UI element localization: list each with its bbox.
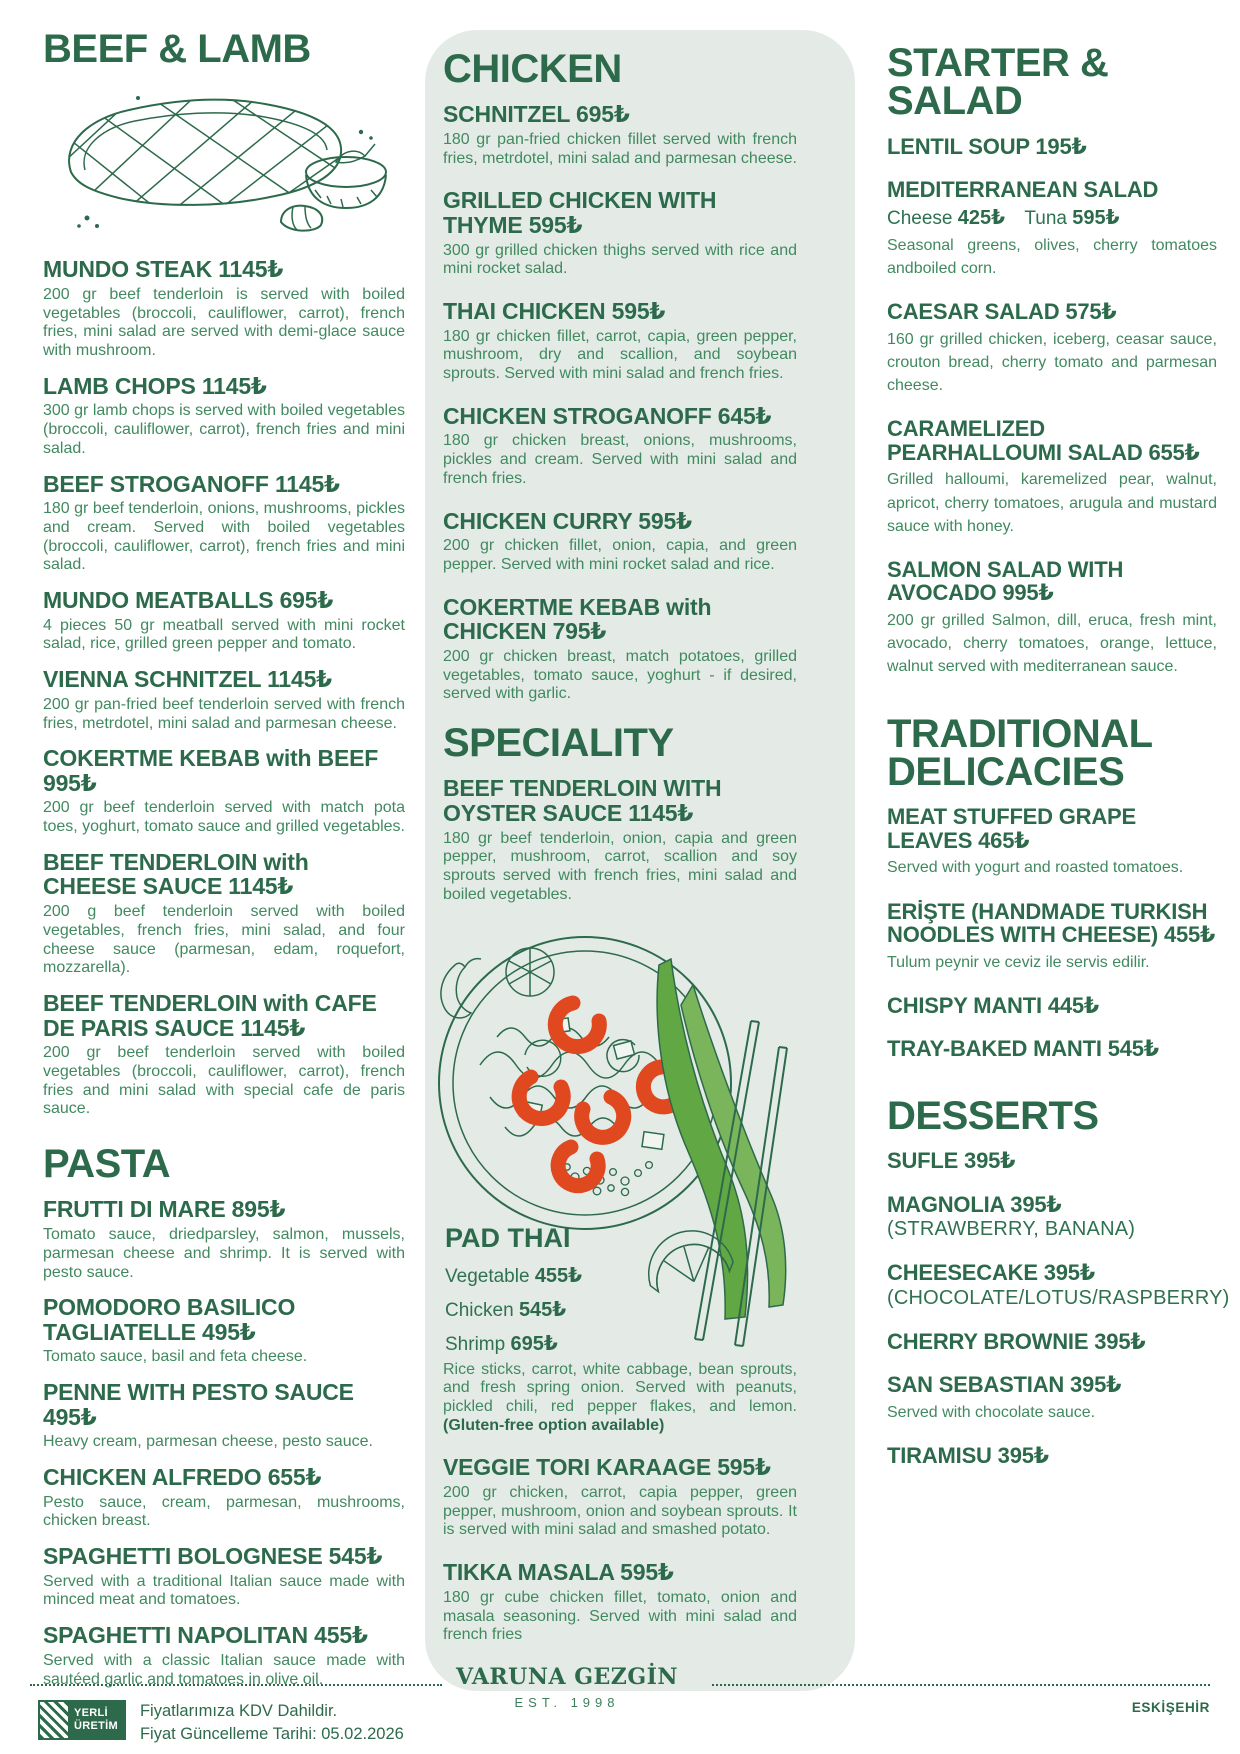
pasta-items <box>43 1197 405 1689</box>
item-price: 1145₺ <box>240 1014 306 1041</box>
menu-item <box>887 900 1217 974</box>
item-desc: 180 gr chicken breast, onions, mushrooms, pickles and cream. Served with mini salad and french fries. <box>443 432 797 487</box>
item-price: 995₺ <box>43 769 97 796</box>
item-price: 395₺ <box>1043 1260 1095 1286</box>
item-variants: Cheese 425₺ Tuna 595₺ <box>887 206 1120 229</box>
steak-illustration <box>43 80 405 243</box>
chicken-items <box>443 102 797 704</box>
yerli-uretim-badge <box>38 1700 126 1740</box>
item-desc: 180 gr pan-fried chicken fillet served with french fries, metrdotel, mini salad and parmesan cheese. <box>443 131 797 167</box>
menu-columns <box>43 27 1230 1702</box>
menu-item <box>887 1444 1217 1468</box>
item-price: 395₺ <box>964 1148 1016 1174</box>
item-price: 545₺ <box>328 1543 383 1570</box>
item-price: 1145₺ <box>228 873 294 900</box>
footer-left-block <box>38 1700 404 1746</box>
section-title-beef-lamb: BEEF & LAMB <box>43 27 311 71</box>
item-desc: 200 gr grilled Salmon, dill, eruca, fresh mint, avocado, cherry tomatoes, orange, lettuce, walnut served with mediterranean sauce. <box>887 612 1217 676</box>
item-desc: 200 gr chicken, carrot, capia pepper, green pepper, mushroom, onion and soybean sprouts. It is served with mini salad and smashed potato. <box>443 1484 797 1539</box>
item-name: CHEESECAKE 395₺ <box>887 1260 1095 1286</box>
item-price: 455₺ <box>534 1264 583 1287</box>
item-desc: Tulum peynir ve ceviz ile servis edilir. <box>887 953 1150 971</box>
item-desc: Heavy cream, parmesan cheese, pesto sauce. <box>43 1433 373 1451</box>
section-title-pasta: PASTA <box>43 1142 171 1187</box>
item-desc: 180 gr cube chicken fillet, tomato, onion and masala seasoning. Served with mini salad and french fries <box>443 1588 797 1644</box>
menu-item <box>887 1373 1217 1424</box>
item-name: CAESAR SALAD 575₺ <box>887 299 1117 325</box>
item-desc: Served with a traditional Italian sauce made with minced meat and tomatoes. <box>43 1572 405 1609</box>
item-name: BEEF STROGANOFF 1145₺ <box>43 470 340 497</box>
menu-item <box>43 374 405 459</box>
item-sub: (STRAWBERRY, BANANA) <box>887 1218 1136 1241</box>
item-desc: 300 gr lamb chops is served with boiled vegetables (broccoli, cauliflower, carrot), french fries and mini salad. <box>43 402 405 457</box>
menu-item <box>43 850 405 978</box>
desserts-items <box>887 1148 1230 1469</box>
pad-thai-illustration <box>443 925 797 1353</box>
menu-item <box>887 1260 1230 1310</box>
column-starter-traditional-desserts <box>887 30 1230 1488</box>
speciality-items <box>443 776 797 1645</box>
menu-item <box>887 558 1217 679</box>
item-price: 545₺ <box>1107 1036 1159 1062</box>
menu-item <box>43 1295 405 1367</box>
item-price: 1145₺ <box>201 372 267 399</box>
item-price: 545₺ <box>518 1298 567 1321</box>
menu-item <box>887 300 1217 397</box>
dotted-divider-left <box>30 1684 442 1686</box>
menu-item <box>443 509 797 575</box>
item-desc: Tomato sauce, basil and feta cheese. <box>43 1348 308 1366</box>
item-desc: 180 gr beef tenderloin, onion, capia and green pepper, mushroom, carrot, scallion and soy sprouts served with french fries, mini salad and boiled vegetables. <box>443 829 797 903</box>
menu-item <box>443 188 797 279</box>
item-price: 495₺ <box>43 1403 97 1430</box>
menu-item <box>43 746 405 837</box>
item-name: SPAGHETTI NAPOLITAN 455₺ <box>43 1622 368 1649</box>
item-price: 995₺ <box>1002 580 1054 606</box>
menu-item <box>43 588 405 654</box>
item-price: 1145₺ <box>274 470 340 497</box>
menu-item <box>43 1380 405 1452</box>
item-name: TIRAMISU 395₺ <box>887 1443 1049 1469</box>
item-name: SALMON SALAD WITH AVOCADO 995₺ <box>887 556 1124 606</box>
item-desc: 200 gr pan-fried beef tenderloin served with french fries, metrdotel, mini salad and parmesan cheese. <box>43 695 405 732</box>
item-price: 695₺ <box>576 101 630 128</box>
item-price: 495₺ <box>202 1318 256 1345</box>
dotted-divider-right <box>712 1684 1210 1686</box>
brand-wordmark <box>442 1664 692 1710</box>
item-desc: 300 gr grilled chicken thighs served with rice and mini rocket salad. <box>443 241 797 278</box>
menu-item <box>43 472 405 575</box>
item-desc: Served with chocolate sauce. <box>887 1403 1096 1421</box>
item-name: CHICKEN CURRY 595₺ <box>443 507 692 534</box>
item-price: 655₺ <box>1148 439 1200 465</box>
item-desc: Tomato sauce, driedparsley, salmon, mussels, parmesan cheese and shrimp. It is served with pesto sauce. <box>43 1226 405 1281</box>
item-price: 395₺ <box>1070 1372 1122 1398</box>
item-name: LENTIL SOUP 195₺ <box>887 133 1087 159</box>
item-price: 455₺ <box>1163 922 1216 948</box>
item-price: 895₺ <box>231 1196 286 1223</box>
item-name: COKERTME KEBAB with CHICKEN 795₺ <box>443 593 712 645</box>
item-desc: 160 gr grilled chicken, iceberg, ceasar sauce, crouton bread, cherry tomato and parmesan cheese. <box>887 330 1217 395</box>
item-desc: Served with a classic Italian sauce made with sautéed garlic and tomatoes in olive oil. <box>43 1651 405 1688</box>
item-price: 595₺ <box>1072 206 1120 229</box>
item-name: ERİŞTE (HANDMADE TURKISH NOODLES WITH CHEESE) 455₺ <box>887 898 1216 948</box>
item-price: 575₺ <box>1065 299 1117 325</box>
item-price: 425₺ <box>957 206 1006 229</box>
pad-thai-item <box>445 1223 655 1356</box>
item-name: PENNE WITH PESTO SAUCE 495₺ <box>43 1379 354 1430</box>
item-price: 695₺ <box>279 587 334 614</box>
footer-note-price-date: Fiyat Güncelleme Tarihi: 05.02.2026 <box>139 1724 404 1743</box>
menu-item <box>43 1544 405 1610</box>
brand-name: VARUNA GEZGİN <box>455 1664 679 1690</box>
item-name: SAN SEBASTIAN 395₺ <box>887 1372 1122 1398</box>
footer-notes <box>140 1700 404 1746</box>
item-name: PAD THAI <box>445 1222 571 1253</box>
item-name: BEEF TENDERLOIN WITH OYSTER SAUCE 1145₺ <box>443 775 722 827</box>
item-desc: Seasonal greens, olives, cherry tomatoes andboiled corn. <box>887 236 1217 278</box>
item-sub: (CHOCOLATE/LOTUS/RASPBERRY) <box>887 1286 1230 1309</box>
city-label: ESKİŞEHİR <box>1131 1700 1210 1715</box>
item-price: 195₺ <box>1035 133 1087 159</box>
item-desc: Pesto sauce, cream, parmesan, mushrooms, chicken breast. <box>43 1493 405 1530</box>
menu-item <box>43 667 405 733</box>
item-name: MUNDO MEATBALLS 695₺ <box>43 587 334 614</box>
menu-item <box>43 1623 405 1689</box>
item-name: POMODORO BASILICO TAGLIATELLE 495₺ <box>43 1294 296 1345</box>
item-name: TIKKA MASALA 595₺ <box>443 1559 674 1586</box>
item-price: 695₺ <box>510 1332 558 1355</box>
item-name: SCHNITZEL 695₺ <box>443 101 630 128</box>
item-name: FRUTTI DI MARE 895₺ <box>43 1196 286 1223</box>
item-price: 455₺ <box>314 1622 368 1649</box>
menu-item <box>443 299 797 384</box>
item-name: VEGGIE TORI KARAAGE 595₺ <box>443 1454 771 1481</box>
item-price: 595₺ <box>611 298 666 325</box>
item-name: COKERTME KEBAB with BEEF 995₺ <box>43 745 379 796</box>
item-name: CARAMELIZED PEARHALLOUMI SALAD 655₺ <box>887 416 1200 465</box>
section-title-starter-salad: STARTER & SALAD <box>887 41 1109 124</box>
section-title-chicken: CHICKEN <box>443 47 622 91</box>
item-name: SPAGHETTI BOLOGNESE 545₺ <box>43 1543 383 1570</box>
item-name: BEEF TENDERLOIN with CAFE DE PARIS SAUCE 1145₺ <box>43 989 377 1041</box>
item-price: 465₺ <box>978 827 1030 853</box>
pad-thai-variant: Shrimp 695₺ <box>445 1332 558 1355</box>
item-desc: 180 gr chicken fillet, carrot, capia, green pepper, mushroom, dry and scallion, and soybean sprouts. Served with mini salad and french fries. <box>443 327 797 383</box>
menu-item <box>43 257 405 360</box>
yerli-uretim-icon <box>40 1702 68 1738</box>
item-desc: Grilled halloumi, karemelized pear, walnut, apricot, cherry tomatoes, arugula and mustard sauce with honey. <box>887 471 1217 535</box>
pad-thai-desc: Rice sticks, carrot, white cabbage, bean sprouts, and fresh spring onion. Served with peanuts, pickled chili, red pepper flakes, and lemon. (Gluten-free option available) <box>443 1360 797 1434</box>
badge-line1: YERLİ <box>74 1706 108 1719</box>
brand-est: EST. 1998 <box>514 1695 620 1710</box>
badge-line2: ÜRETİM <box>74 1720 118 1732</box>
section-title-desserts: DESSERTS <box>887 1093 1099 1138</box>
item-name: MAGNOLIA 395₺ <box>887 1191 1062 1217</box>
item-price: 1145₺ <box>218 256 284 283</box>
item-desc: 200 gr beef tenderloin served with match pota toes, yoghurt, tomato sauce and grilled vegetables. <box>43 799 405 836</box>
menu-item <box>887 1330 1217 1354</box>
item-price: 1145₺ <box>267 666 332 693</box>
item-price: 595₺ <box>620 1559 674 1586</box>
item-name: THAI CHICKEN 595₺ <box>443 298 666 325</box>
item-desc: 200 gr beef tenderloin is served with boiled vegetables (broccoli, cauliflower, carrot), french fries, mini salad are served with demi-glace sauce with mushroom. <box>43 286 405 360</box>
footer-note-vat: Fiyatlarımıza KDV Dahildir. <box>139 1702 338 1720</box>
beef-lamb-items <box>43 257 405 1119</box>
menu-item <box>887 178 1217 280</box>
item-name: CHICKEN ALFREDO 655₺ <box>43 1464 322 1491</box>
item-name: GRILLED CHICKEN WITH THYME 595₺ <box>443 187 717 239</box>
item-price: 1145₺ <box>628 800 694 827</box>
item-name: CHERRY BROWNIE 395₺ <box>887 1328 1146 1354</box>
menu-item <box>887 1037 1217 1061</box>
item-name: CHICKEN STROGANOFF 645₺ <box>443 402 772 429</box>
item-price: 645₺ <box>717 402 772 429</box>
menu-item <box>43 1197 405 1282</box>
item-name: MUNDO STEAK 1145₺ <box>43 256 284 283</box>
pad-thai-variant: Vegetable 455₺ <box>445 1264 583 1287</box>
item-desc: 200 g beef tenderloin served with boiled vegetables, french fries, mini salad, and four cheese sauce (parmesan, edam, roquefort, mozzarella). <box>43 903 405 977</box>
item-desc: 200 gr chicken breast, match potatoes, grilled vegetables, tomato sauce, yoghurt - if desired, served with garlic. <box>443 647 797 703</box>
menu-item <box>887 135 1217 159</box>
item-name: LAMB CHOPS 1145₺ <box>43 372 267 399</box>
item-name: SUFLE 395₺ <box>887 1148 1016 1174</box>
menu-item <box>443 102 797 168</box>
column-beef-lamb-pasta <box>43 27 405 1702</box>
menu-item <box>887 994 1217 1018</box>
item-desc: 200 gr beef tenderloin served with boiled vegetables (broccoli, cauliflower, carrot), french fries and mini salad with special cafe de paris sauce. <box>43 1044 405 1118</box>
item-price: 395₺ <box>997 1443 1049 1469</box>
item-desc: 4 pieces 50 gr meatball served with mini rocket salad, rice, grilled green pepper and tomato. <box>43 616 405 653</box>
menu-item <box>443 776 797 904</box>
menu-item <box>887 1193 1217 1242</box>
item-price: 445₺ <box>1047 992 1100 1018</box>
item-desc: 180 gr beef tenderloin, onions, mushrooms, pickles and cream. Served with boiled vegetables (broccoli, cauliflower, carrot), french fries and mini salad. <box>43 500 405 574</box>
menu-item <box>443 1560 797 1645</box>
pad-thai-variant: Chicken 545₺ <box>445 1298 567 1321</box>
item-desc: Served with yogurt and roasted tomatoes. <box>887 859 1184 877</box>
starter-salad-items <box>887 135 1217 679</box>
column-chicken-speciality-panel <box>425 30 855 1691</box>
item-name: TRAY-BAKED MANTI 545₺ <box>887 1036 1159 1062</box>
traditional-items <box>887 805 1217 1061</box>
item-name: VIENNA SCHNITZEL 1145₺ <box>43 666 332 693</box>
menu-item <box>43 1465 405 1531</box>
item-desc: 200 gr chicken fillet, onion, capia, and green pepper. Served with mini rocket salad and rice. <box>443 537 797 573</box>
item-name: CHISPY MANTI 445₺ <box>887 992 1100 1018</box>
menu-item <box>887 805 1217 879</box>
item-name: BEEF TENDERLOIN with CHEESE SAUCE 1145₺ <box>43 848 309 900</box>
section-title-speciality: SPECIALITY <box>443 721 674 766</box>
menu-item <box>443 1455 797 1540</box>
menu-item <box>887 1149 1217 1173</box>
section-title-traditional-delicacies: TRADITIONAL DELICACIES <box>887 711 1152 794</box>
menu-item <box>887 417 1217 538</box>
item-price: 795₺ <box>552 618 607 645</box>
menu-item <box>443 404 797 489</box>
item-price: 595₺ <box>638 507 692 534</box>
item-price: 395₺ <box>1094 1328 1146 1354</box>
menu-item <box>443 595 797 704</box>
item-price: 395₺ <box>1010 1191 1062 1217</box>
item-price: 595₺ <box>528 212 583 239</box>
item-name: MEAT STUFFED GRAPE LEAVES 465₺ <box>887 804 1136 853</box>
item-price: 595₺ <box>717 1454 771 1481</box>
menu-item <box>43 991 405 1119</box>
item-name: MEDITERRANEAN SALAD <box>887 177 1159 203</box>
item-price: 655₺ <box>267 1464 322 1491</box>
